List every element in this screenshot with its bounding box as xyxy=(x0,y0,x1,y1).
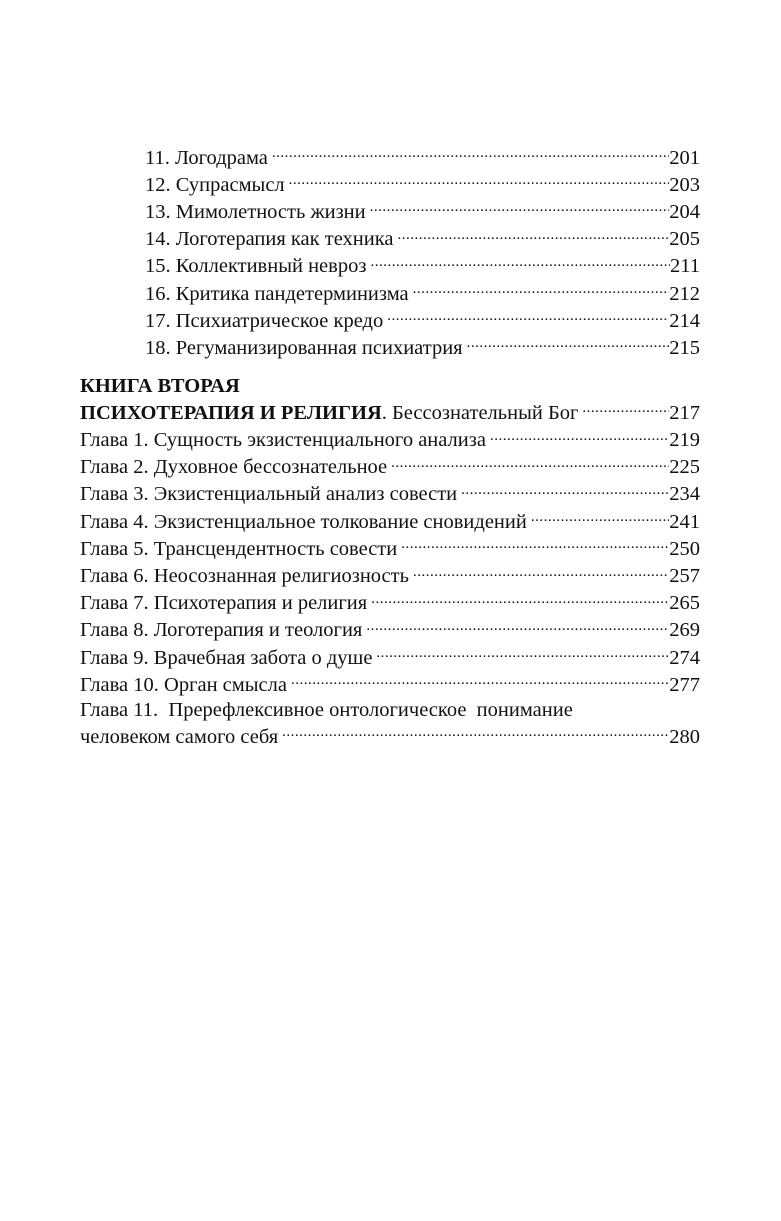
entry-title: 14. Логотерапия как техника xyxy=(145,228,394,251)
toc-entry xyxy=(80,279,700,306)
page-number: 215 xyxy=(669,336,700,359)
leader-dots xyxy=(370,252,670,273)
page-number: 219 xyxy=(669,429,700,452)
entry-title: 13. Мимолетность жизни xyxy=(145,200,366,223)
toc-entry xyxy=(80,225,700,252)
toc-entry xyxy=(80,170,700,197)
page-number: 201 xyxy=(669,146,700,169)
entry-title: Глава 7. Психотерапия и религия xyxy=(80,592,368,615)
leader-dots xyxy=(366,616,669,637)
page-number: 214 xyxy=(669,309,700,332)
page-number: 250 xyxy=(669,537,700,560)
leader-dots xyxy=(397,225,669,246)
entry-title: Глава 3. Экзистенциальный анализ совести xyxy=(80,483,458,506)
page-number: 225 xyxy=(669,456,700,479)
leader-dots xyxy=(391,453,669,474)
entry-title: 12. Супрасмысл xyxy=(145,173,285,196)
toc-entry xyxy=(80,197,700,224)
page-number: 217 xyxy=(669,401,700,424)
entry-title: Глава 10. Орган смысла xyxy=(80,673,287,696)
chapter-list xyxy=(80,426,700,750)
book-title xyxy=(80,401,582,426)
toc-entry xyxy=(80,589,700,616)
page-number: 204 xyxy=(669,200,700,223)
entry-title: Глава 8. Логотерапия и теология xyxy=(80,619,363,642)
page-number: 234 xyxy=(669,483,700,506)
page-number: 265 xyxy=(669,592,700,615)
leader-dots xyxy=(376,643,669,664)
leader-dots xyxy=(413,562,669,583)
book-heading: КНИГА ВТОРАЯ xyxy=(80,374,240,397)
book-subtitle: . Бессознательный Бог xyxy=(381,401,579,424)
entry-title: Глава 2. Духовное бессознательное xyxy=(80,456,388,479)
leader-dots xyxy=(467,333,670,354)
toc-entry xyxy=(80,426,700,453)
page-number: 203 xyxy=(669,173,700,196)
toc-entry xyxy=(80,643,700,670)
section-one-list xyxy=(80,143,700,361)
page-number: 257 xyxy=(669,565,700,588)
leader-dots xyxy=(387,306,669,327)
page-number: 280 xyxy=(669,725,700,748)
toc-entry xyxy=(80,534,700,561)
entry-title: Глава 4. Экзистенциальное толкование сновидений xyxy=(80,510,527,533)
entry-title-line1: Глава 11. Пререфлексивное онтологическое понимание xyxy=(80,698,573,721)
toc-entry xyxy=(80,722,700,749)
leader-dots xyxy=(291,670,669,691)
toc-entry xyxy=(80,252,700,279)
leader-dots xyxy=(371,589,669,610)
toc-entry xyxy=(80,616,700,643)
toc-entry xyxy=(80,562,700,589)
page-number: 212 xyxy=(669,282,700,305)
page-number: 269 xyxy=(669,619,700,642)
page-number: 277 xyxy=(669,673,700,696)
book-title-bold: ПСИХОТЕРАПИЯ И РЕЛИГИЯ xyxy=(80,401,382,424)
entry-title: 11. Логодрама xyxy=(145,146,268,169)
entry-title-line2: человеком самого себя xyxy=(80,725,279,748)
page-number: 205 xyxy=(669,228,700,251)
toc-entry xyxy=(80,670,700,697)
leader-dots xyxy=(272,143,669,164)
leader-dots xyxy=(282,722,669,743)
entry-title: Глава 6. Неосознанная религиозность xyxy=(80,565,409,588)
leader-dots xyxy=(401,534,669,555)
leader-dots xyxy=(289,170,670,191)
page-number: 241 xyxy=(669,510,700,533)
entry-title: 16. Критика пандетерминизма xyxy=(145,282,409,305)
leader-dots xyxy=(370,197,670,218)
toc-entry xyxy=(80,480,700,507)
leader-dots xyxy=(490,426,669,447)
page-number: 211 xyxy=(670,255,700,278)
leader-dots xyxy=(582,398,669,419)
leader-dots xyxy=(413,279,670,300)
entry-title: Глава 5. Трансцендентность совести xyxy=(80,537,398,560)
toc-entry xyxy=(80,333,700,360)
toc-entry xyxy=(80,143,700,170)
toc-entry xyxy=(80,453,700,480)
entry-title: 18. Регуманизированная психиатрия xyxy=(145,336,463,359)
entry-title: 15. Коллективный невроз xyxy=(145,255,367,278)
toc-entry xyxy=(80,507,700,534)
leader-dots xyxy=(531,507,669,528)
entry-title: Глава 9. Врачебная забота о душе xyxy=(80,646,373,669)
entry-title: Глава 1. Сущность экзистенциального анализа xyxy=(80,429,486,452)
page-number: 274 xyxy=(669,646,700,669)
toc-entry xyxy=(80,306,700,333)
entry-title: 17. Психиатрическое кредо xyxy=(145,309,384,332)
book-title-entry xyxy=(80,398,700,425)
leader-dots xyxy=(461,480,669,501)
table-of-contents xyxy=(80,143,700,749)
